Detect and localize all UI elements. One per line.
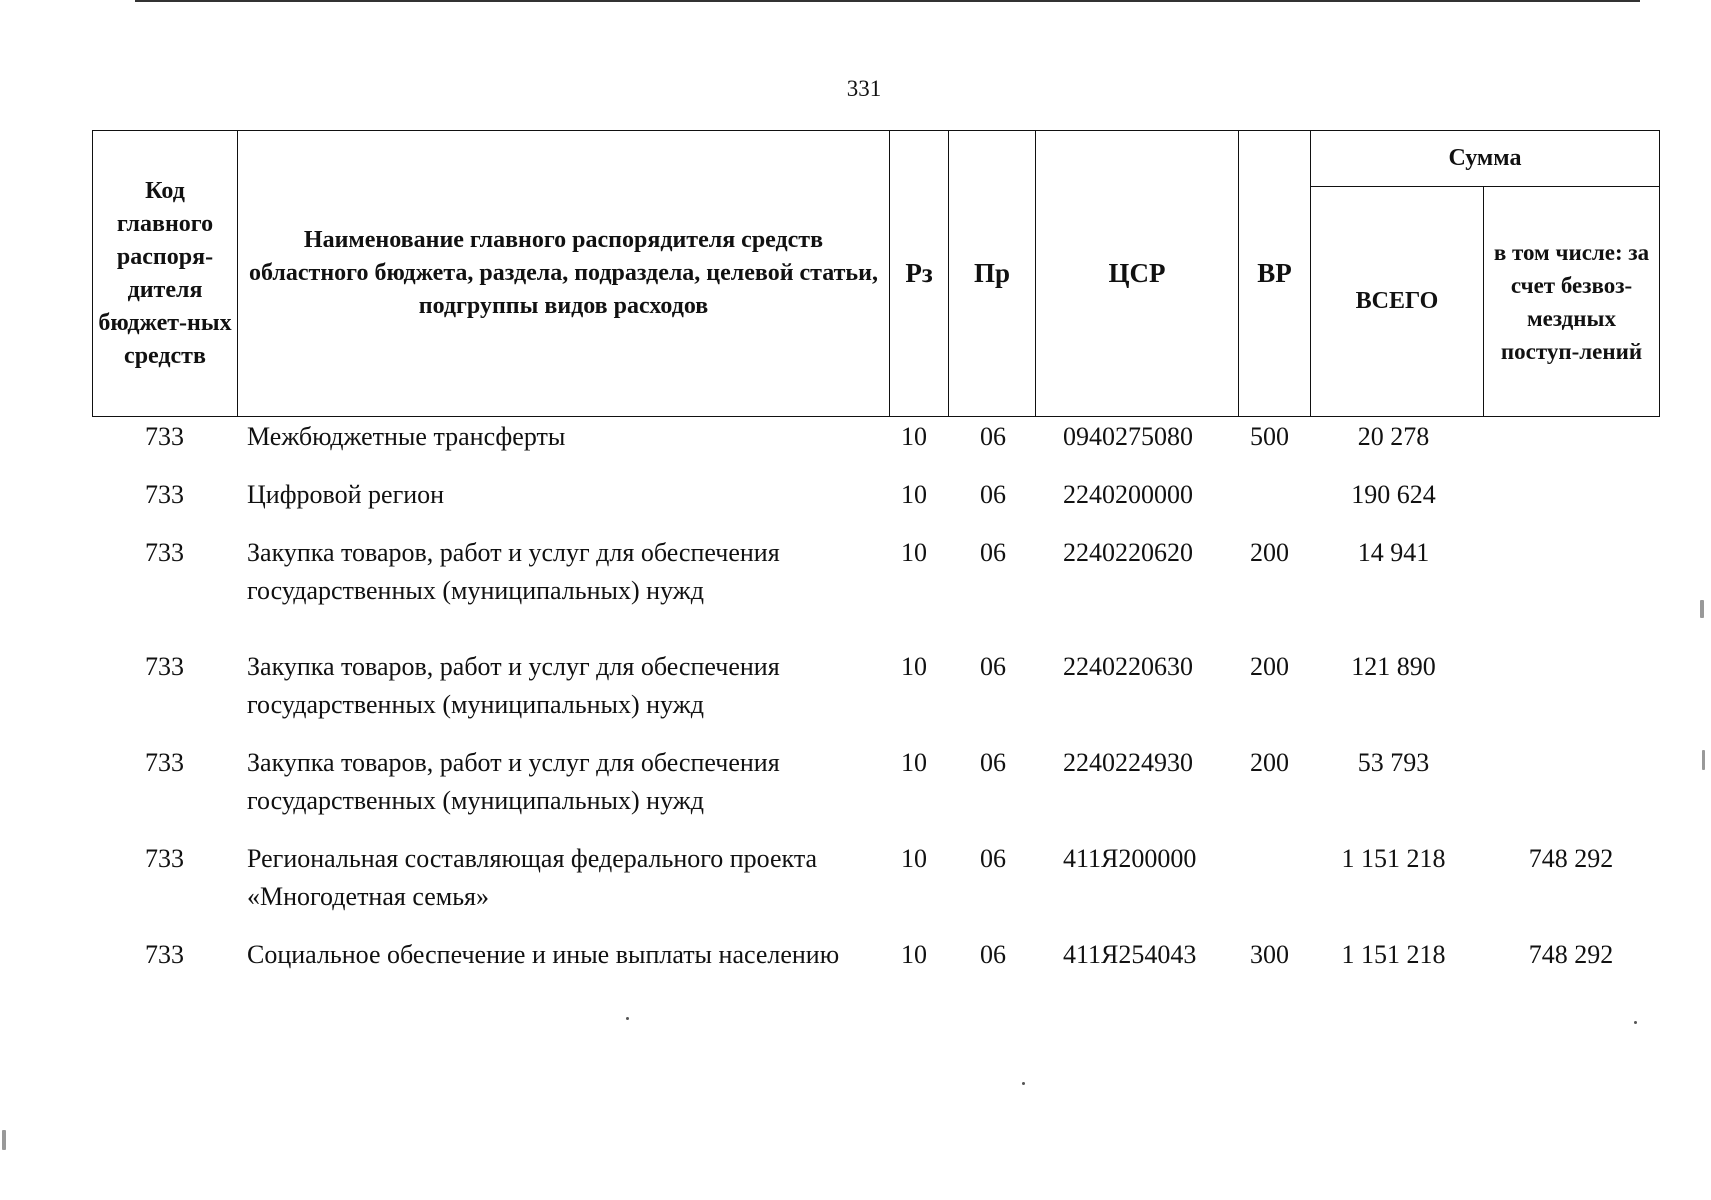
cell-name: Межбюджетные трансферты [247,422,566,451]
cell-pr: 06 [980,940,1006,969]
cell-including [1483,476,1659,534]
header-vr: ВР [1239,131,1311,417]
scan-speck [1634,1021,1637,1024]
scan-speck [626,1017,629,1020]
scan-speck [2,1130,6,1150]
cell-including [1483,534,1659,648]
cell-code: 733 [145,652,184,681]
cell-vr: 200 [1250,748,1289,777]
header-sum: Сумма [1311,131,1660,187]
header-pr: Пр [949,131,1036,417]
cell-pr: 06 [980,844,1006,873]
cell-including [1483,648,1659,744]
cell-vr: 500 [1250,422,1289,451]
cell-rz: 10 [901,538,927,567]
page-number: 331 [846,76,882,101]
data-table [92,418,1659,1032]
cell-rz: 10 [901,422,927,451]
cell-rz: 10 [901,480,927,509]
cell-name: Закупка товаров, работ и услуг для обеспечения государственных (муниципальных) нужд [247,538,780,605]
cell-total: 14 941 [1357,538,1430,567]
cell-csr: 0940275080 [1063,422,1193,451]
cell-csr: 2240220630 [1063,652,1193,681]
cell-code: 733 [145,538,184,567]
table-row [92,418,1659,476]
header-including: в том числе: за счет безвоз-мездных поступ-лений [1484,187,1660,417]
cell-pr: 06 [980,480,1006,509]
cell-vr: 300 [1250,940,1289,969]
table-row [92,534,1659,648]
cell-total: 1 151 218 [1341,844,1446,873]
cell-including [1483,744,1659,840]
cell-total: 20 278 [1357,422,1430,451]
cell-csr: 2240200000 [1063,480,1193,509]
cell-code: 733 [145,422,184,451]
cell-csr: 411Я200000 [1063,844,1197,873]
cell-name: Цифровой регион [247,480,445,509]
cell-csr: 2240224930 [1063,748,1193,777]
cell-csr: 2240220620 [1063,538,1193,567]
cell-pr: 06 [980,538,1006,567]
cell-code: 733 [145,940,184,969]
cell-including: 748 292 [1528,940,1614,969]
header-code: Код главного распоря-дителя бюджет-ных средств [93,131,238,417]
cell-name: Закупка товаров, работ и услуг для обеспечения государственных (муниципальных) нужд [247,652,780,719]
table-row [92,476,1659,534]
cell-code: 733 [145,748,184,777]
header-name: Наименование главного распорядителя средств областного бюджета, раздела, подраздела, целевой статьи, подгруппы видов расходов [238,131,890,417]
cell-pr: 06 [980,652,1006,681]
table-row [92,648,1659,744]
cell-rz: 10 [901,940,927,969]
cell-pr: 06 [980,748,1006,777]
cell-rz: 10 [901,844,927,873]
table-header [92,130,1660,417]
cell-total: 1 151 218 [1341,940,1446,969]
cell-name: Социальное обеспечение и иные выплаты населению [247,940,840,969]
cell-vr [1238,840,1310,936]
cell-total: 53 793 [1357,748,1430,777]
cell-pr: 06 [980,422,1006,451]
header-csr: ЦСР [1036,131,1239,417]
cell-rz: 10 [901,748,927,777]
header-rz: Рз [890,131,949,417]
cell-name: Региональная составляющая федерального проекта «Многодетная семья» [247,844,818,911]
cell-total: 190 624 [1351,480,1436,509]
cell-name: Закупка товаров, работ и услуг для обеспечения государственных (муниципальных) нужд [247,748,780,815]
scan-speck [1022,1082,1025,1085]
table-row [92,936,1659,1032]
cell-code: 733 [145,844,184,873]
cell-including [1483,418,1659,476]
cell-total: 121 890 [1351,652,1436,681]
cell-code: 733 [145,480,184,509]
scan-speck [1700,600,1704,618]
table-row [92,840,1659,936]
header-total: ВСЕГО [1311,187,1484,417]
cell-vr [1238,476,1310,534]
table-row [92,744,1659,840]
cell-csr: 411Я254043 [1063,940,1197,969]
cell-including: 748 292 [1528,844,1614,873]
scan-speck [1702,750,1705,770]
scan-border-line [135,0,1640,2]
cell-rz: 10 [901,652,927,681]
cell-vr: 200 [1250,538,1289,567]
cell-vr: 200 [1250,652,1289,681]
